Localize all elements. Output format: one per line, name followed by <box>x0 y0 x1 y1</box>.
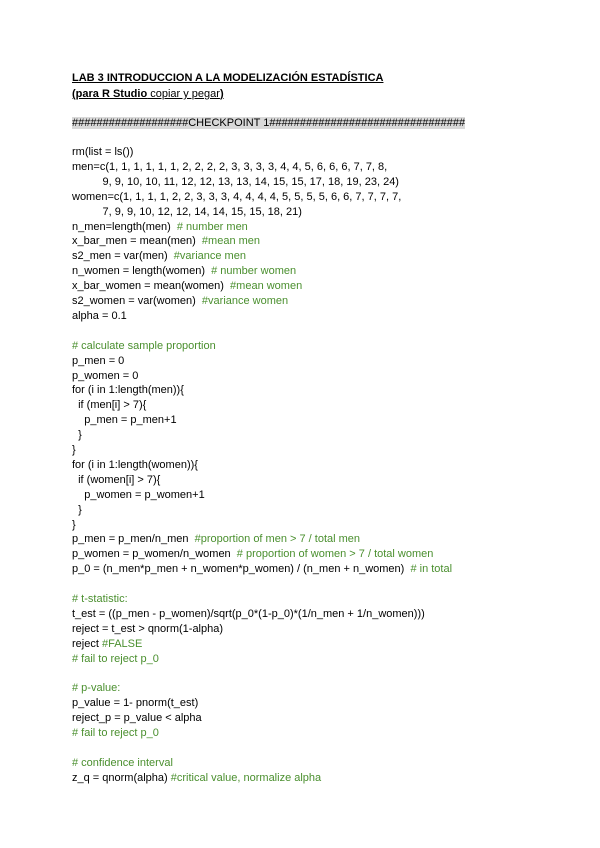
code-text: reject <box>72 637 102 650</box>
code-comment: #mean men <box>201 235 261 248</box>
code-text: if (men[i] > 7){ <box>72 399 147 412</box>
code-line <box>72 697 198 710</box>
code-comment: # in total <box>410 563 453 576</box>
code-line <box>72 563 452 576</box>
code-text: n_women = length(women) <box>72 265 212 278</box>
code-comment: # number women <box>211 265 297 278</box>
code-line <box>72 623 223 636</box>
code-line <box>72 608 425 621</box>
code-line <box>72 146 133 159</box>
code-line <box>72 727 159 740</box>
code-line <box>72 519 76 532</box>
code-text: if (women[i] > 7){ <box>72 473 161 486</box>
code-comment: # confidence interval <box>72 756 173 769</box>
checkpoint-text: ###################CHECKPOINT 1################################ <box>72 117 466 129</box>
code-line <box>72 340 216 353</box>
code-line <box>72 191 401 204</box>
code-line <box>72 757 173 770</box>
code-text: p_women = 0 <box>72 369 139 382</box>
code-text: } <box>72 518 76 531</box>
code-line <box>72 712 202 725</box>
code-comment: #proportion of men > 7 / total men <box>194 533 361 546</box>
code-line <box>72 548 433 561</box>
code-comment: # t-statistic: <box>72 593 128 605</box>
code-comment: #FALSE <box>101 637 143 650</box>
subtitle-close: ) <box>219 88 224 100</box>
code-line <box>72 206 302 219</box>
code-line <box>72 370 138 383</box>
subtitle-bold: (para R Studio <box>72 88 148 100</box>
code-line <box>72 459 198 472</box>
code-text: women=c(1, 1, 1, 1, 2, 2, 3, 3, 3, 4, 4, 4, 4, 5, 5, 5, 5, 6, 6, 7, 7, 7, 7, <box>72 190 402 203</box>
checkpoint-heading <box>72 117 465 130</box>
code-text: for (i in 1:length(women)){ <box>72 458 198 471</box>
code-text: z_q = qnorm(alpha) <box>72 771 171 784</box>
code-line <box>72 161 387 174</box>
code-text: men=c(1, 1, 1, 1, 1, 1, 2, 2, 2, 2, 3, 3, 3, 3, 4, 4, 5, 6, 6, 6, 7, 7, 8, <box>72 160 388 173</box>
code-text: p_men = p_men/n_men <box>72 533 195 546</box>
code-text: t_est = ((p_men - p_women)/sqrt(p_0*(1-p_0)*(1/n_men + 1/n_women))) <box>72 607 425 620</box>
code-text: 9, 9, 10, 10, 11, 12, 12, 13, 13, 14, 15, 15, 17, 18, 19, 23, 24) <box>72 175 399 188</box>
code-comment: # fail to reject p_0 <box>72 652 159 665</box>
code-line <box>72 593 128 606</box>
code-text: reject = t_est > qnorm(1-alpha) <box>72 622 224 635</box>
code-text: x_bar_women = mean(women) <box>72 280 231 293</box>
code-text: rm(list = ls()) <box>72 146 134 158</box>
code-line <box>72 384 184 397</box>
code-comment: #variance men <box>173 250 246 263</box>
code-line <box>72 489 205 502</box>
code-text: p_value = 1- pnorm(t_est) <box>72 697 199 710</box>
code-line <box>72 474 160 487</box>
code-comment: #variance women <box>201 295 289 307</box>
code-comment: # fail to reject p_0 <box>72 727 159 740</box>
code-line <box>72 176 399 189</box>
code-text: p_0 = (n_men*p_men + n_women*p_women) / (n_men + n_women) <box>72 563 411 576</box>
code-text: } <box>72 429 82 442</box>
code-text: reject_p = p_value < alpha <box>72 712 202 725</box>
code-text: p_women = p_women/n_women <box>72 548 237 561</box>
code-text: alpha = 0.1 <box>72 309 127 322</box>
doc-title: LAB 3 INTRODUCCION A LA MODELIZACIÓN ESTADÍSTICA <box>72 72 384 84</box>
code-text: for (i in 1:length(men)){ <box>72 384 184 397</box>
code-line <box>72 310 127 323</box>
code-line <box>72 414 177 427</box>
code-line <box>72 638 142 651</box>
code-comment: # proportion of women > 7 / total women <box>236 548 434 561</box>
code-text: n_men=length(men) <box>72 220 177 233</box>
code-line <box>72 653 159 666</box>
code-text: } <box>72 444 76 456</box>
code-text: p_men = p_men+1 <box>72 414 177 427</box>
code-line <box>72 250 246 263</box>
code-line <box>72 265 296 278</box>
code-text: p_men = 0 <box>72 354 125 367</box>
code-comment: # calculate sample proportion <box>72 339 216 352</box>
code-text: x_bar_men = mean(men) <box>72 235 202 248</box>
code-line <box>72 355 124 368</box>
code-text: } <box>72 503 82 516</box>
code-line <box>72 504 82 517</box>
code-comment: # p-value: <box>72 682 121 695</box>
code-line <box>72 280 302 293</box>
code-line <box>72 221 248 234</box>
code-line <box>72 533 360 546</box>
code-line <box>72 444 76 457</box>
code-text: p_women = p_women+1 <box>72 488 205 501</box>
code-text: s2_women = var(women) <box>72 295 202 307</box>
code-line <box>72 682 120 695</box>
code-line <box>72 399 146 412</box>
code-comment: #critical value, normalize alpha <box>170 771 322 784</box>
doc-subtitle <box>72 88 224 101</box>
subtitle-normal: copiar y pegar <box>147 88 220 100</box>
code-text: s2_men = var(men) <box>72 250 174 263</box>
code-line <box>72 772 321 785</box>
code-comment: # number men <box>176 220 248 233</box>
code-line <box>72 429 82 442</box>
code-text: 7, 9, 9, 10, 12, 12, 14, 14, 15, 15, 18, 21) <box>72 205 302 218</box>
code-line <box>72 235 260 248</box>
code-line <box>72 295 288 308</box>
code-comment: #mean women <box>230 280 303 293</box>
